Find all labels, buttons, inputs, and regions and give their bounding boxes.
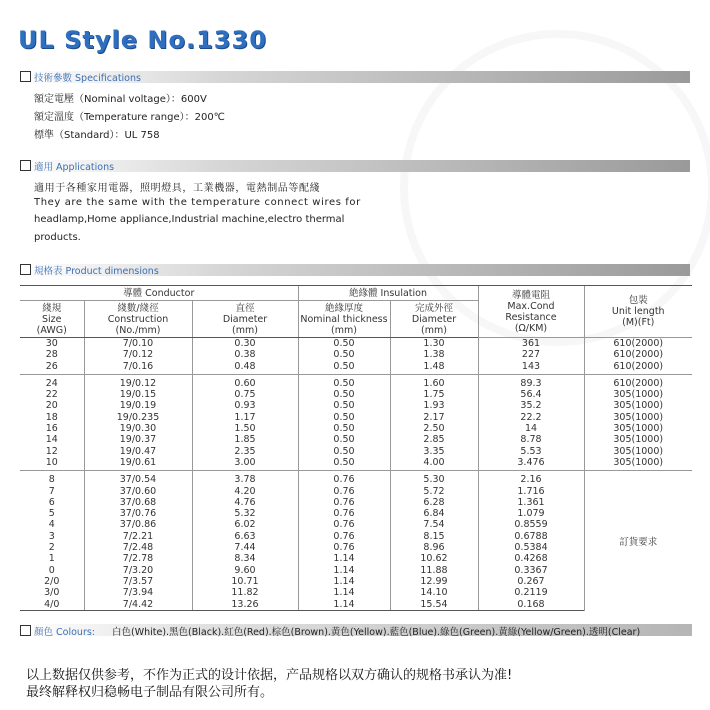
table-cell: 3 xyxy=(48,530,55,542)
applications-line-1: 適用于各種家用電器，照明燈具，工業機器，電熱制品等配綫 xyxy=(34,183,321,194)
table-cell: 0.50 xyxy=(298,349,390,360)
table-cell: 610(2000) xyxy=(584,338,692,350)
table-cell: 10.71 xyxy=(192,576,298,587)
table-cell: 5.53 xyxy=(478,446,584,457)
insulation-group-header: 絶緣體 Insulation xyxy=(298,286,478,301)
table-cell: 0.5384 xyxy=(478,542,584,553)
table-cell: 1.50 xyxy=(192,423,298,434)
table-cell: 1 xyxy=(48,553,55,565)
table-cell: 11.88 xyxy=(390,565,478,576)
checkbox-icon xyxy=(20,625,31,636)
table-row xyxy=(20,361,692,375)
table-cell: 37/0.68 xyxy=(84,497,192,508)
table-cell: 19/0.19 xyxy=(84,400,192,411)
table-cell: 15.54 xyxy=(390,599,478,611)
table-cell: 10.62 xyxy=(390,553,478,564)
table-cell: 20 xyxy=(45,400,58,412)
table-cell: 19/0.12 xyxy=(84,374,192,389)
conductor-group-header: 導體 Conductor xyxy=(20,286,298,301)
table-cell: 0.48 xyxy=(192,361,298,375)
applications-section-bar xyxy=(20,160,690,172)
table-row xyxy=(20,338,692,350)
table-cell: 305(1000) xyxy=(584,389,692,400)
table-cell: 0.38 xyxy=(192,349,298,360)
table-cell: 3/0 xyxy=(44,587,60,599)
table-cell: 0.50 xyxy=(298,361,390,375)
table-cell: 0.60 xyxy=(192,374,298,389)
table-row xyxy=(20,400,692,411)
table-cell: 3.78 xyxy=(192,471,298,486)
checkbox-icon xyxy=(20,264,31,275)
table-cell: 1.85 xyxy=(192,434,298,445)
table-cell: 7 xyxy=(48,485,55,497)
table-cell: 19/0.235 xyxy=(84,412,192,423)
disclaimer-line-1: 以上数据仅供参考，不作为正式的设计依据，产品规格以双方确认的规格书承认为准! xyxy=(26,668,513,683)
table-cell: 361 xyxy=(478,338,584,350)
table-cell: 0.3367 xyxy=(478,565,584,576)
table-cell: 305(1000) xyxy=(584,400,692,411)
table-cell: 1.716 xyxy=(478,486,584,497)
page-title: UL Style No.1330 xyxy=(18,26,267,54)
table-cell: 10 xyxy=(20,457,84,471)
table-cell: 0.50 xyxy=(298,374,390,389)
table-cell: 610(2000) xyxy=(584,361,692,375)
table-cell: 6 xyxy=(48,496,55,508)
table-cell: 7/3.57 xyxy=(84,576,192,587)
table-cell: 3.476 xyxy=(478,457,584,471)
table-cell: 19/0.61 xyxy=(84,457,192,471)
table-cell: 0.76 xyxy=(298,542,390,553)
col-header-unit-length: 包裝 Unit length (M)(Ft) xyxy=(584,286,692,338)
applications-line-2: They are the same with the temperature connect wires for xyxy=(34,197,361,208)
specifications-heading: 技術參數 Specifications xyxy=(34,73,141,84)
col-header-outer-diameter: 完成外徑 Diameter (mm) xyxy=(390,301,478,338)
table-cell: 6.63 xyxy=(192,531,298,542)
spec-standard: 標準（Standard）：UL 758 xyxy=(34,130,160,141)
table-cell: 5.32 xyxy=(192,508,298,519)
applications-heading: 適用 Applications xyxy=(34,162,115,173)
table-cell: 1.17 xyxy=(192,412,298,423)
table-cell: 0.4268 xyxy=(478,553,584,564)
table-cell: 0.2119 xyxy=(478,587,584,598)
checkbox-icon xyxy=(20,160,31,171)
table-cell: 37/0.76 xyxy=(84,508,192,519)
table-cell: 11.82 xyxy=(192,587,298,598)
table-cell: 30 xyxy=(45,338,58,349)
table-cell: 0.76 xyxy=(298,497,390,508)
table-cell: 89.3 xyxy=(478,374,584,389)
table-cell: 37/0.54 xyxy=(84,471,192,486)
table-cell: 7/0.10 xyxy=(84,338,192,350)
table-cell: 4/0 xyxy=(20,599,84,611)
table-cell: 0.76 xyxy=(298,519,390,530)
table-cell: 16 xyxy=(45,423,58,435)
table-row xyxy=(20,349,692,360)
table-cell: 1.60 xyxy=(390,374,478,389)
table-cell: 14 xyxy=(45,434,58,446)
col-header-resistance: 導體電阻 Max.Cond Resistance (Ω/KM) xyxy=(478,286,584,338)
table-cell: 305(1000) xyxy=(584,446,692,457)
table-cell: 12.99 xyxy=(390,576,478,587)
table-cell: 0 xyxy=(48,564,55,576)
table-cell: 610(2000) xyxy=(584,349,692,360)
table-cell: 143 xyxy=(478,361,584,375)
table-row xyxy=(20,457,692,471)
table-cell: 4.20 xyxy=(192,486,298,497)
table-cell: 7/3.20 xyxy=(84,565,192,576)
table-cell: 5 xyxy=(48,508,55,520)
table-cell: 0.75 xyxy=(192,389,298,400)
table-cell: 0.6788 xyxy=(478,531,584,542)
table-cell: 1.14 xyxy=(298,599,390,611)
table-cell: 24 xyxy=(45,377,58,389)
table-cell: 3.35 xyxy=(390,446,478,457)
col-header-diameter: 直徑 Diameter (mm) xyxy=(192,301,298,338)
colours-bar xyxy=(20,624,692,636)
table-cell: 0.76 xyxy=(298,531,390,542)
table-row xyxy=(20,412,692,423)
table-cell: 0.50 xyxy=(298,446,390,457)
table-cell: 7/2.48 xyxy=(84,542,192,553)
table-cell: 4.00 xyxy=(390,457,478,471)
table-cell: 0.76 xyxy=(298,508,390,519)
table-cell: 0.76 xyxy=(298,486,390,497)
table-cell: 1.14 xyxy=(298,553,390,564)
table-cell: 2.16 xyxy=(478,471,584,486)
table-row xyxy=(20,423,692,434)
table-cell: 0.50 xyxy=(298,389,390,400)
colours-label: 顏色 Colours: xyxy=(34,627,95,638)
table-cell: 14 xyxy=(478,423,584,434)
table-cell: 2/0 xyxy=(44,575,60,587)
table-cell: 8.78 xyxy=(478,434,584,445)
table-cell: 8 xyxy=(48,474,55,486)
table-cell: 0.30 xyxy=(192,338,298,350)
table-cell: 6.84 xyxy=(390,508,478,519)
table-row xyxy=(20,471,692,486)
table-cell: 0.267 xyxy=(478,576,584,587)
table-cell: 19/0.15 xyxy=(84,389,192,400)
table-cell: 22.2 xyxy=(478,412,584,423)
dimensions-heading: 規格表 Product dimensions xyxy=(34,266,159,277)
table-cell: 1.38 xyxy=(390,349,478,360)
table-cell: 9.60 xyxy=(192,565,298,576)
table-cell: 6.02 xyxy=(192,519,298,530)
table-cell: 0.50 xyxy=(298,457,390,471)
disclaimer-line-2: 最终解释权归稳畅电子制品有限公司所有。 xyxy=(26,685,274,700)
dimensions-table-body xyxy=(20,338,692,611)
table-cell: 1.14 xyxy=(298,565,390,576)
table-cell: 227 xyxy=(478,349,584,360)
table-row xyxy=(20,374,692,389)
table-cell: 305(1000) xyxy=(584,412,692,423)
table-cell: 7/2.21 xyxy=(84,531,192,542)
table-cell: 8.34 xyxy=(192,553,298,564)
table-cell: 0.8559 xyxy=(478,519,584,530)
table-cell: 1.14 xyxy=(298,587,390,598)
table-cell: 28 xyxy=(45,349,58,361)
table-cell: 4.76 xyxy=(192,497,298,508)
table-cell: 7.44 xyxy=(192,542,298,553)
table-cell: 7/4.42 xyxy=(84,599,192,611)
table-cell: 305(1000) xyxy=(584,434,692,445)
table-cell: 0.50 xyxy=(298,412,390,423)
dimensions-table xyxy=(20,285,692,611)
table-cell: 37/0.86 xyxy=(84,519,192,530)
table-cell: 18 xyxy=(45,411,58,423)
table-cell: 1.93 xyxy=(390,400,478,411)
table-cell: 13.26 xyxy=(192,599,298,611)
table-cell: 26 xyxy=(20,361,84,375)
order-note-cell: 訂貨要求 xyxy=(584,471,692,611)
dimensions-section-bar xyxy=(20,264,690,276)
table-cell: 5.72 xyxy=(390,486,478,497)
table-row xyxy=(20,389,692,400)
table-cell: 305(1000) xyxy=(584,457,692,471)
table-row xyxy=(20,446,692,457)
colours-values: 白色(White).黑色(Black).紅色(Red).棕色(Brown).黄色(Yellow).藍色(Blue).綠色(Green).黄綠(Yellow/Green).透明(Clear) xyxy=(112,627,641,638)
spec-temperature: 額定溫度（Temperature range）：200℃ xyxy=(34,112,225,123)
table-cell: 0.50 xyxy=(298,434,390,445)
checkbox-icon xyxy=(20,71,31,82)
table-cell: 2 xyxy=(48,542,55,554)
table-cell: 7.54 xyxy=(390,519,478,530)
table-cell: 3.00 xyxy=(192,457,298,471)
table-cell: 22 xyxy=(45,389,58,401)
table-cell: 19/0.30 xyxy=(84,423,192,434)
table-cell: 0.168 xyxy=(478,599,584,611)
applications-line-4: products. xyxy=(34,232,81,243)
table-cell: 0.50 xyxy=(298,400,390,411)
table-cell: 1.14 xyxy=(298,576,390,587)
table-cell: 1.48 xyxy=(390,361,478,375)
table-cell: 7/2.78 xyxy=(84,553,192,564)
table-cell: 37/0.60 xyxy=(84,486,192,497)
table-cell: 1.75 xyxy=(390,389,478,400)
table-cell: 19/0.37 xyxy=(84,434,192,445)
table-row xyxy=(20,434,692,445)
table-cell: 56.4 xyxy=(478,389,584,400)
table-cell: 0.50 xyxy=(298,338,390,350)
table-cell: 610(2000) xyxy=(584,374,692,389)
table-cell: 14.10 xyxy=(390,587,478,598)
table-cell: 12 xyxy=(45,445,58,457)
table-cell: 6.28 xyxy=(390,497,478,508)
spec-voltage: 額定電壓（Nominal voltage）：600V xyxy=(34,94,207,105)
table-cell: 0.50 xyxy=(298,423,390,434)
table-cell: 0.76 xyxy=(298,471,390,486)
table-cell: 19/0.47 xyxy=(84,446,192,457)
specifications-section-bar xyxy=(20,71,690,83)
table-cell: 8.15 xyxy=(390,531,478,542)
table-cell: 305(1000) xyxy=(584,423,692,434)
table-cell: 2.85 xyxy=(390,434,478,445)
table-cell: 7/0.12 xyxy=(84,349,192,360)
table-cell: 2.35 xyxy=(192,446,298,457)
table-cell: 2.17 xyxy=(390,412,478,423)
table-cell: 2.50 xyxy=(390,423,478,434)
table-cell: 7/0.16 xyxy=(84,361,192,375)
col-header-thickness: 絶緣厚度 Nominal thickness (mm) xyxy=(298,301,390,338)
table-cell: 1.079 xyxy=(478,508,584,519)
table-cell: 1.361 xyxy=(478,497,584,508)
col-header-size: 綫規 Size (AWG) xyxy=(20,301,84,338)
table-cell: 8.96 xyxy=(390,542,478,553)
table-cell: 4 xyxy=(48,519,55,531)
table-cell: 0.93 xyxy=(192,400,298,411)
table-cell: 35.2 xyxy=(478,400,584,411)
table-cell: 7/3.94 xyxy=(84,587,192,598)
table-cell: 1.30 xyxy=(390,338,478,350)
table-cell: 5.30 xyxy=(390,471,478,486)
applications-line-3: headlamp,Home appliance,Industrial machine,electro thermal xyxy=(34,214,345,225)
col-header-construction: 綫數/綫徑 Construction (No./mm) xyxy=(84,301,192,338)
